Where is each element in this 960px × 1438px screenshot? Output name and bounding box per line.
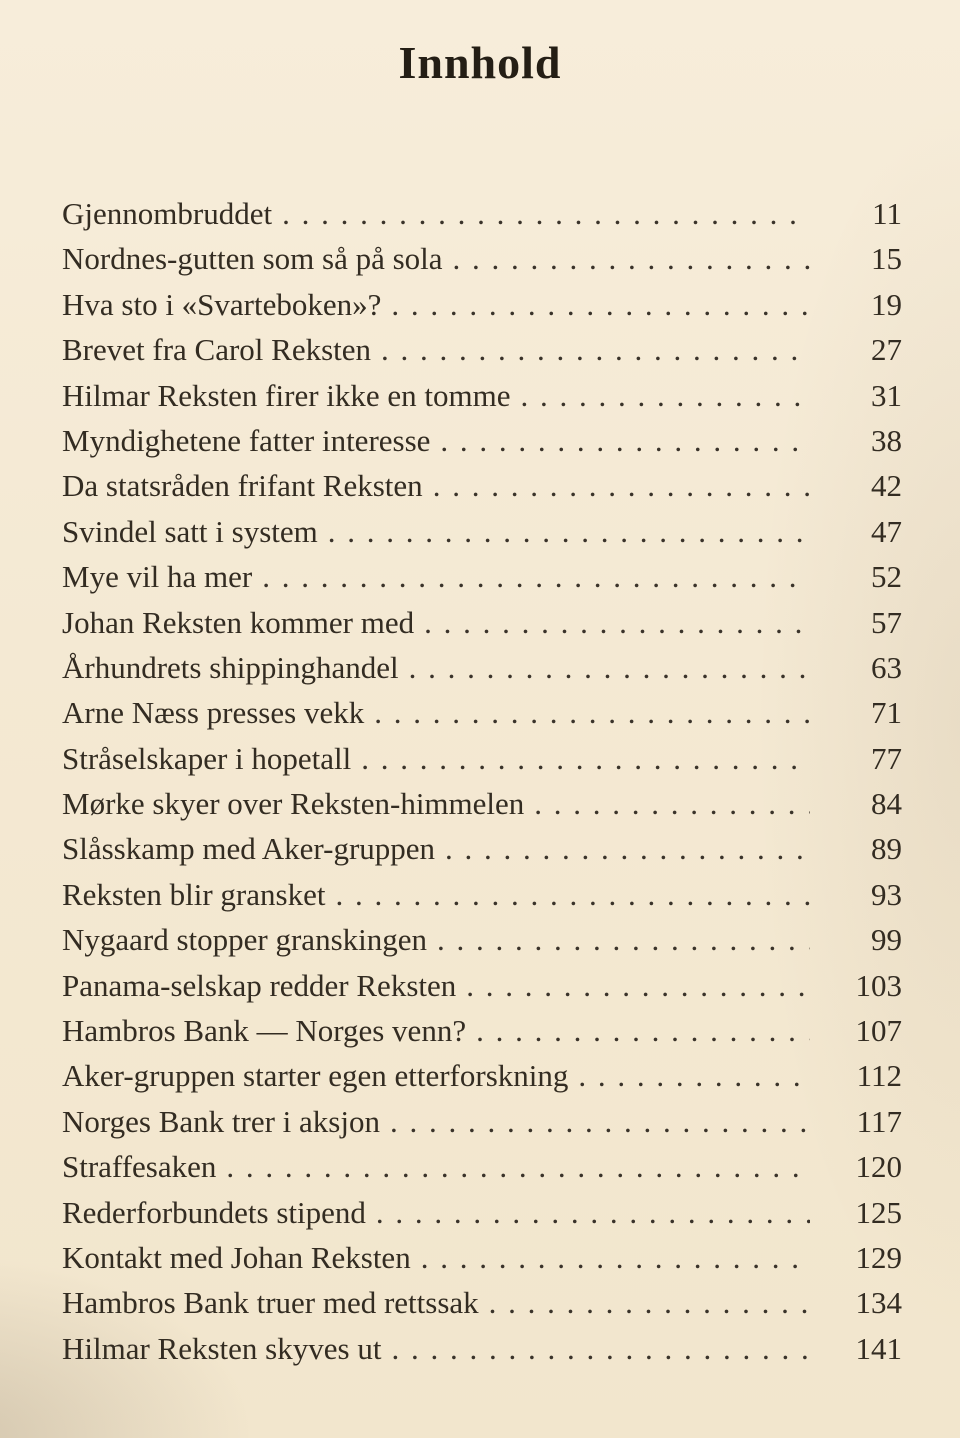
toc-entry-title: Hilmar Reksten skyves ut: [62, 1330, 382, 1366]
toc-entry-page: 89: [871, 831, 902, 867]
toc-row: [62, 690, 902, 735]
toc-entry-title: Arne Næss presses vekk: [62, 695, 365, 731]
toc-row: [62, 327, 902, 372]
dot-leader: [381, 327, 810, 372]
toc-row: [62, 1326, 902, 1371]
toc-entry-title: Aker-gruppen starter egen etterforskning: [62, 1058, 569, 1094]
toc-entry-title: Slåsskamp med Aker-gruppen: [62, 831, 436, 867]
toc-row: [62, 1099, 902, 1144]
toc-entry-title: Reksten blir gransket: [62, 876, 326, 912]
toc-entry-title: Kontakt med Johan Reksten: [62, 1239, 411, 1275]
toc-entry-page: 112: [856, 1058, 902, 1094]
toc-entry-title: Straffesaken: [62, 1149, 217, 1185]
toc-row: [62, 1280, 902, 1325]
dot-leader: [262, 554, 810, 599]
toc-entry-title: Gjennombruddet: [62, 196, 273, 231]
toc-entry-title: Svindel satt i system: [62, 513, 318, 549]
dot-leader: [376, 1190, 810, 1235]
dot-leader: [445, 826, 810, 871]
toc-row: [62, 236, 902, 281]
toc-entry-title: Panama-selskap redder Reksten: [62, 967, 457, 1003]
toc-row: [62, 509, 902, 554]
toc-entry-title: Hva sto i «Svarteboken»?: [62, 286, 382, 322]
dot-leader: [226, 1144, 810, 1189]
toc-entry-page: 11: [872, 196, 902, 231]
toc-entry-page: 57: [871, 604, 902, 640]
toc-entry-page: 129: [855, 1239, 902, 1275]
dot-leader: [374, 690, 810, 735]
toc-entry-title: Mye vil ha mer: [62, 559, 253, 595]
dot-leader: [421, 1235, 810, 1280]
dot-leader: [390, 1099, 810, 1144]
dot-leader: [361, 736, 810, 781]
toc-entry-title: Da statsråden frifant Reksten: [62, 468, 423, 504]
dot-leader: [453, 236, 810, 281]
toc-entry-title: Norges Bank trer i aksjon: [62, 1103, 380, 1139]
toc-row: [62, 191, 902, 236]
dot-leader: [437, 917, 810, 962]
toc-entry-title: Hambros Bank — Norges venn?: [62, 1013, 467, 1049]
toc-row: [62, 736, 902, 781]
dot-leader: [328, 509, 810, 554]
toc-list: [0, 191, 960, 1371]
dot-leader: [409, 645, 810, 690]
toc-entry-page: 77: [871, 740, 902, 776]
toc-entry-title: Hilmar Reksten firer ikke en tomme: [62, 377, 511, 413]
toc-row: [62, 373, 902, 418]
toc-row: [62, 1190, 902, 1235]
dot-leader: [433, 463, 810, 508]
toc-row: [62, 826, 902, 871]
toc-row: [62, 554, 902, 599]
toc-row: [62, 963, 902, 1008]
toc-entry-title: Mørke skyer over Reksten-himmelen: [62, 786, 525, 822]
dot-leader: [534, 781, 810, 826]
toc-entry-page: 31: [871, 377, 902, 413]
toc-row: [62, 645, 902, 690]
toc-row: [62, 872, 902, 917]
toc-row: [62, 1235, 902, 1280]
toc-row: [62, 1144, 902, 1189]
toc-entry-page: 15: [871, 241, 902, 277]
page-title: Innhold: [398, 37, 562, 88]
toc-row: [62, 781, 902, 826]
toc-entry-page: 27: [871, 332, 902, 368]
toc-entry-title: Rederforbundets stipend: [62, 1194, 366, 1230]
dot-leader: [391, 1326, 810, 1371]
toc-row: [62, 282, 902, 327]
dot-leader: [424, 600, 810, 645]
toc-entry-page: 120: [855, 1149, 902, 1185]
toc-row: [62, 917, 902, 962]
toc-entry-title: Hambros Bank truer med rettssak: [62, 1285, 479, 1321]
toc-entry-title: Århundrets shippinghandel: [62, 649, 399, 685]
toc-entry-title: Myndighetene fatter interesse: [62, 422, 431, 458]
dot-leader: [282, 191, 810, 236]
toc-entry-page: 107: [855, 1013, 902, 1049]
toc-entry-title: Stråselskaper i hopetall: [62, 740, 352, 776]
dot-leader: [521, 373, 810, 418]
dot-leader: [335, 872, 810, 917]
dot-leader: [476, 1008, 810, 1053]
toc-row: [62, 1053, 902, 1098]
toc-entry-page: 141: [855, 1330, 902, 1366]
toc-entry-page: 125: [855, 1194, 902, 1230]
toc-entry-title: Nordnes-gutten som så på sola: [62, 241, 443, 277]
toc-entry-page: 93: [871, 876, 902, 912]
toc-entry-title: Nygaard stopper granskingen: [62, 922, 428, 958]
toc-row: [62, 600, 902, 645]
dot-leader: [466, 963, 810, 1008]
toc-entry-title: Johan Reksten kommer med: [62, 604, 415, 640]
toc-entry-page: 103: [855, 967, 902, 1003]
toc-row: [62, 418, 902, 463]
toc-entry-page: 84: [871, 786, 902, 822]
toc-entry-page: 99: [871, 922, 902, 958]
toc-entry-page: 47: [871, 513, 902, 549]
toc-entry-title: Brevet fra Carol Reksten: [62, 332, 372, 368]
toc-entry-page: 134: [855, 1285, 902, 1321]
toc-entry-page: 52: [871, 559, 902, 595]
toc-entry-page: 42: [871, 468, 902, 504]
dot-leader: [440, 418, 810, 463]
toc-entry-page: 63: [871, 649, 902, 685]
toc-row: [62, 463, 902, 508]
dot-leader: [391, 282, 810, 327]
toc-entry-page: 19: [871, 286, 902, 322]
toc-entry-page: 117: [856, 1103, 902, 1139]
toc-entry-page: 38: [871, 422, 902, 458]
toc-row: [62, 1008, 902, 1053]
toc-entry-page: 71: [871, 695, 902, 731]
dot-leader: [489, 1280, 810, 1325]
dot-leader: [578, 1053, 810, 1098]
